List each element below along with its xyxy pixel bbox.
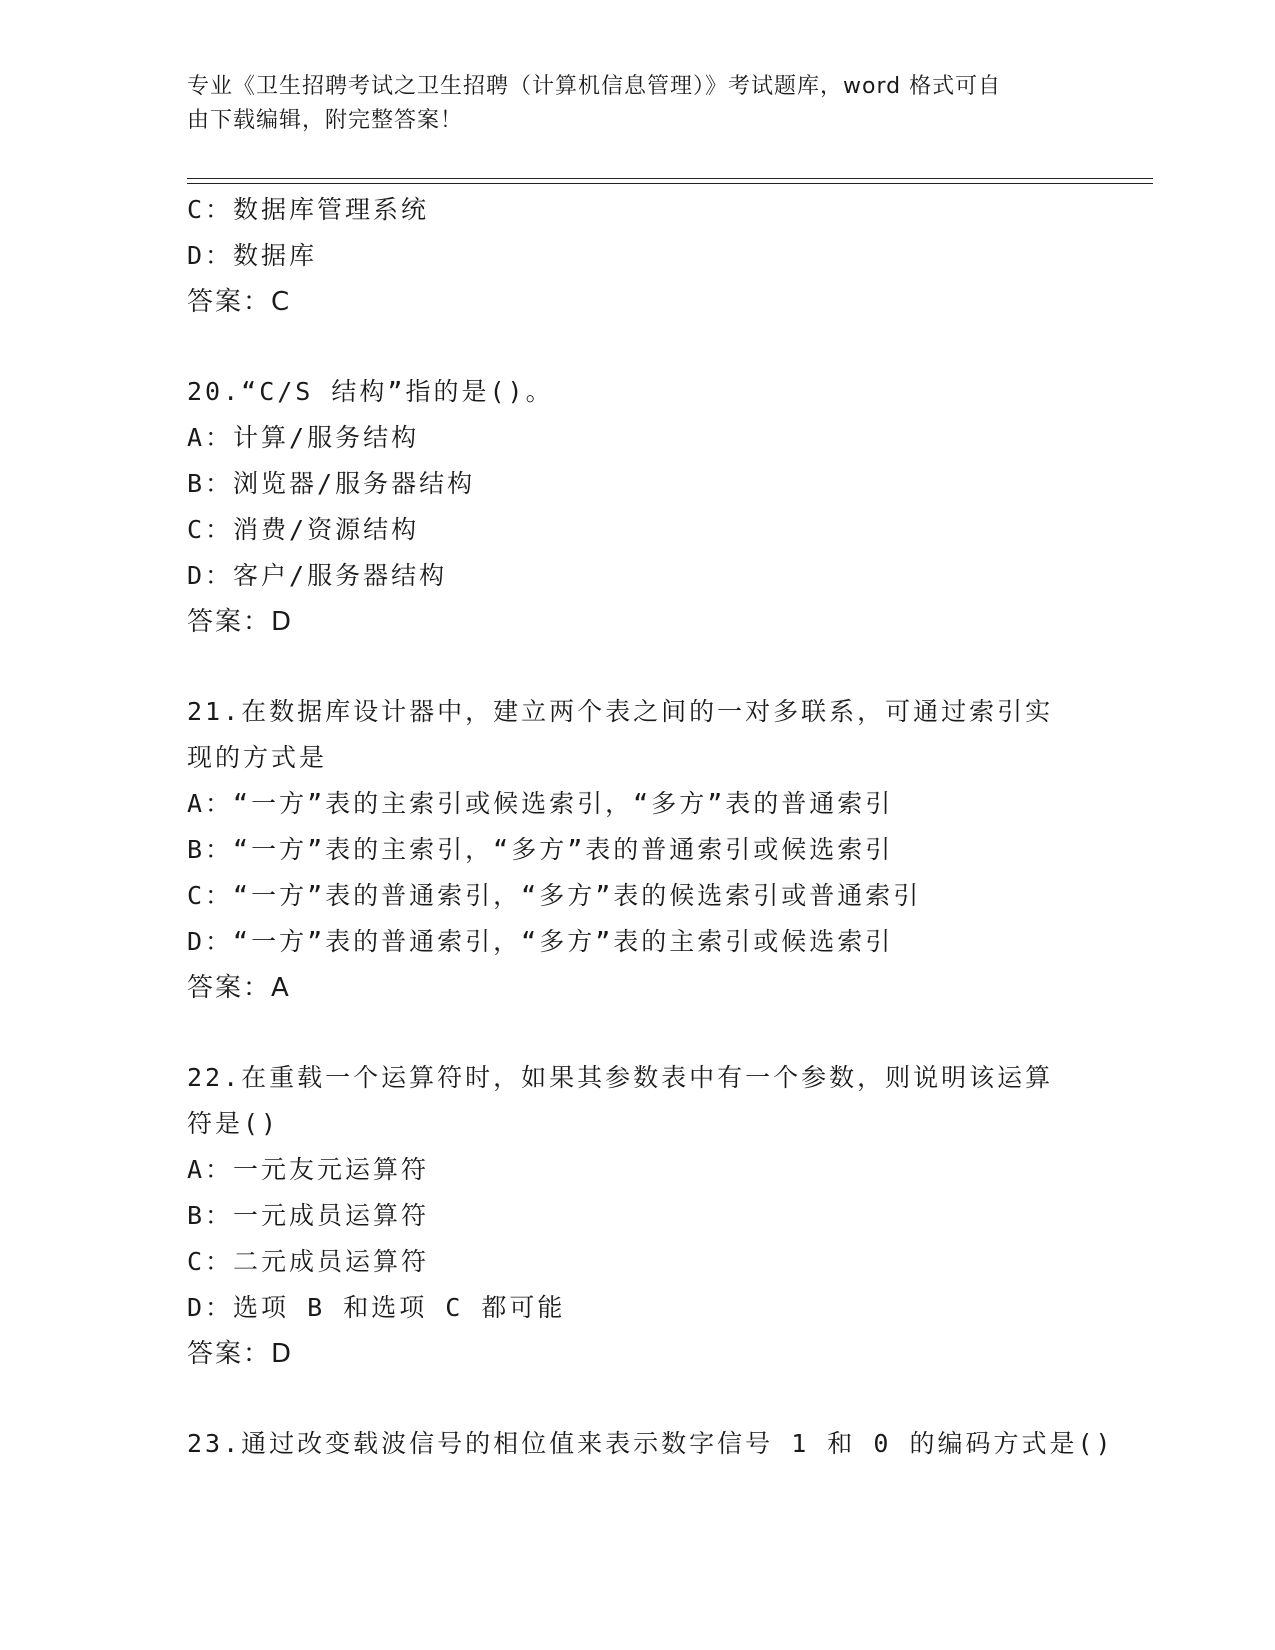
answer: 答案：D: [187, 607, 294, 637]
document-header: [187, 70, 1087, 138]
question-21: [187, 689, 1087, 1011]
option-d: D：“一方”表的普通索引，“多方”表的主索引或候选索引: [187, 927, 894, 956]
option-a: A：一元友元运算符: [187, 1155, 430, 1184]
question-20: [187, 369, 1087, 645]
option-d: D：数据库: [187, 241, 318, 270]
option-c: C：二元成员运算符: [187, 1247, 430, 1276]
option-a: A：“一方”表的主索引或候选索引，“多方”表的普通索引: [187, 789, 894, 818]
option-c: C：消费/资源结构: [187, 515, 420, 544]
answer: 答案：A: [187, 973, 291, 1003]
option-c: C：数据库管理系统: [187, 195, 430, 224]
answer: 答案：D: [187, 1339, 294, 1369]
question-stem-line-1: 21.在数据库设计器中，建立两个表之间的一对多联系，可通过索引实: [187, 697, 1054, 726]
option-b: B：浏览器/服务器结构: [187, 469, 476, 498]
prev-question: [187, 187, 1087, 325]
option-c: C：“一方”表的普通索引，“多方”表的候选索引或普通索引: [187, 881, 922, 910]
question-stem-line-2: 符是(): [187, 1109, 280, 1138]
header-divider-top: [187, 178, 1153, 179]
header-line-2: 由下载编辑，附完整答案！: [187, 108, 464, 133]
question-stem-line-1: 22.在重载一个运算符时，如果其参数表中有一个参数，则说明该运算: [187, 1063, 1054, 1092]
option-d: D：选项 B 和选项 C 都可能: [187, 1293, 566, 1322]
option-b: B：一元成员运算符: [187, 1201, 430, 1230]
option-b: B：“一方”表的主索引，“多方”表的普通索引或候选索引: [187, 835, 894, 864]
question-stem-line-2: 现的方式是: [187, 743, 328, 772]
option-a: A：计算/服务结构: [187, 423, 420, 452]
header-line-1: 专业《卫生招聘考试之卫生招聘（计算机信息管理）》考试题库，word 格式可自: [187, 74, 1002, 99]
question-list: [187, 187, 1114, 1467]
question-23: [187, 1421, 1114, 1467]
answer: 答案：C: [187, 287, 292, 317]
question-stem: 23.通过改变载波信号的相位值来表示数字信号 1 和 0 的编码方式是(): [187, 1429, 1114, 1458]
header-divider-bottom: [187, 183, 1153, 184]
question-stem: 20.“C/S 结构”指的是()。: [187, 377, 554, 406]
option-d: D：客户/服务器结构: [187, 561, 448, 590]
question-22: [187, 1055, 1087, 1377]
